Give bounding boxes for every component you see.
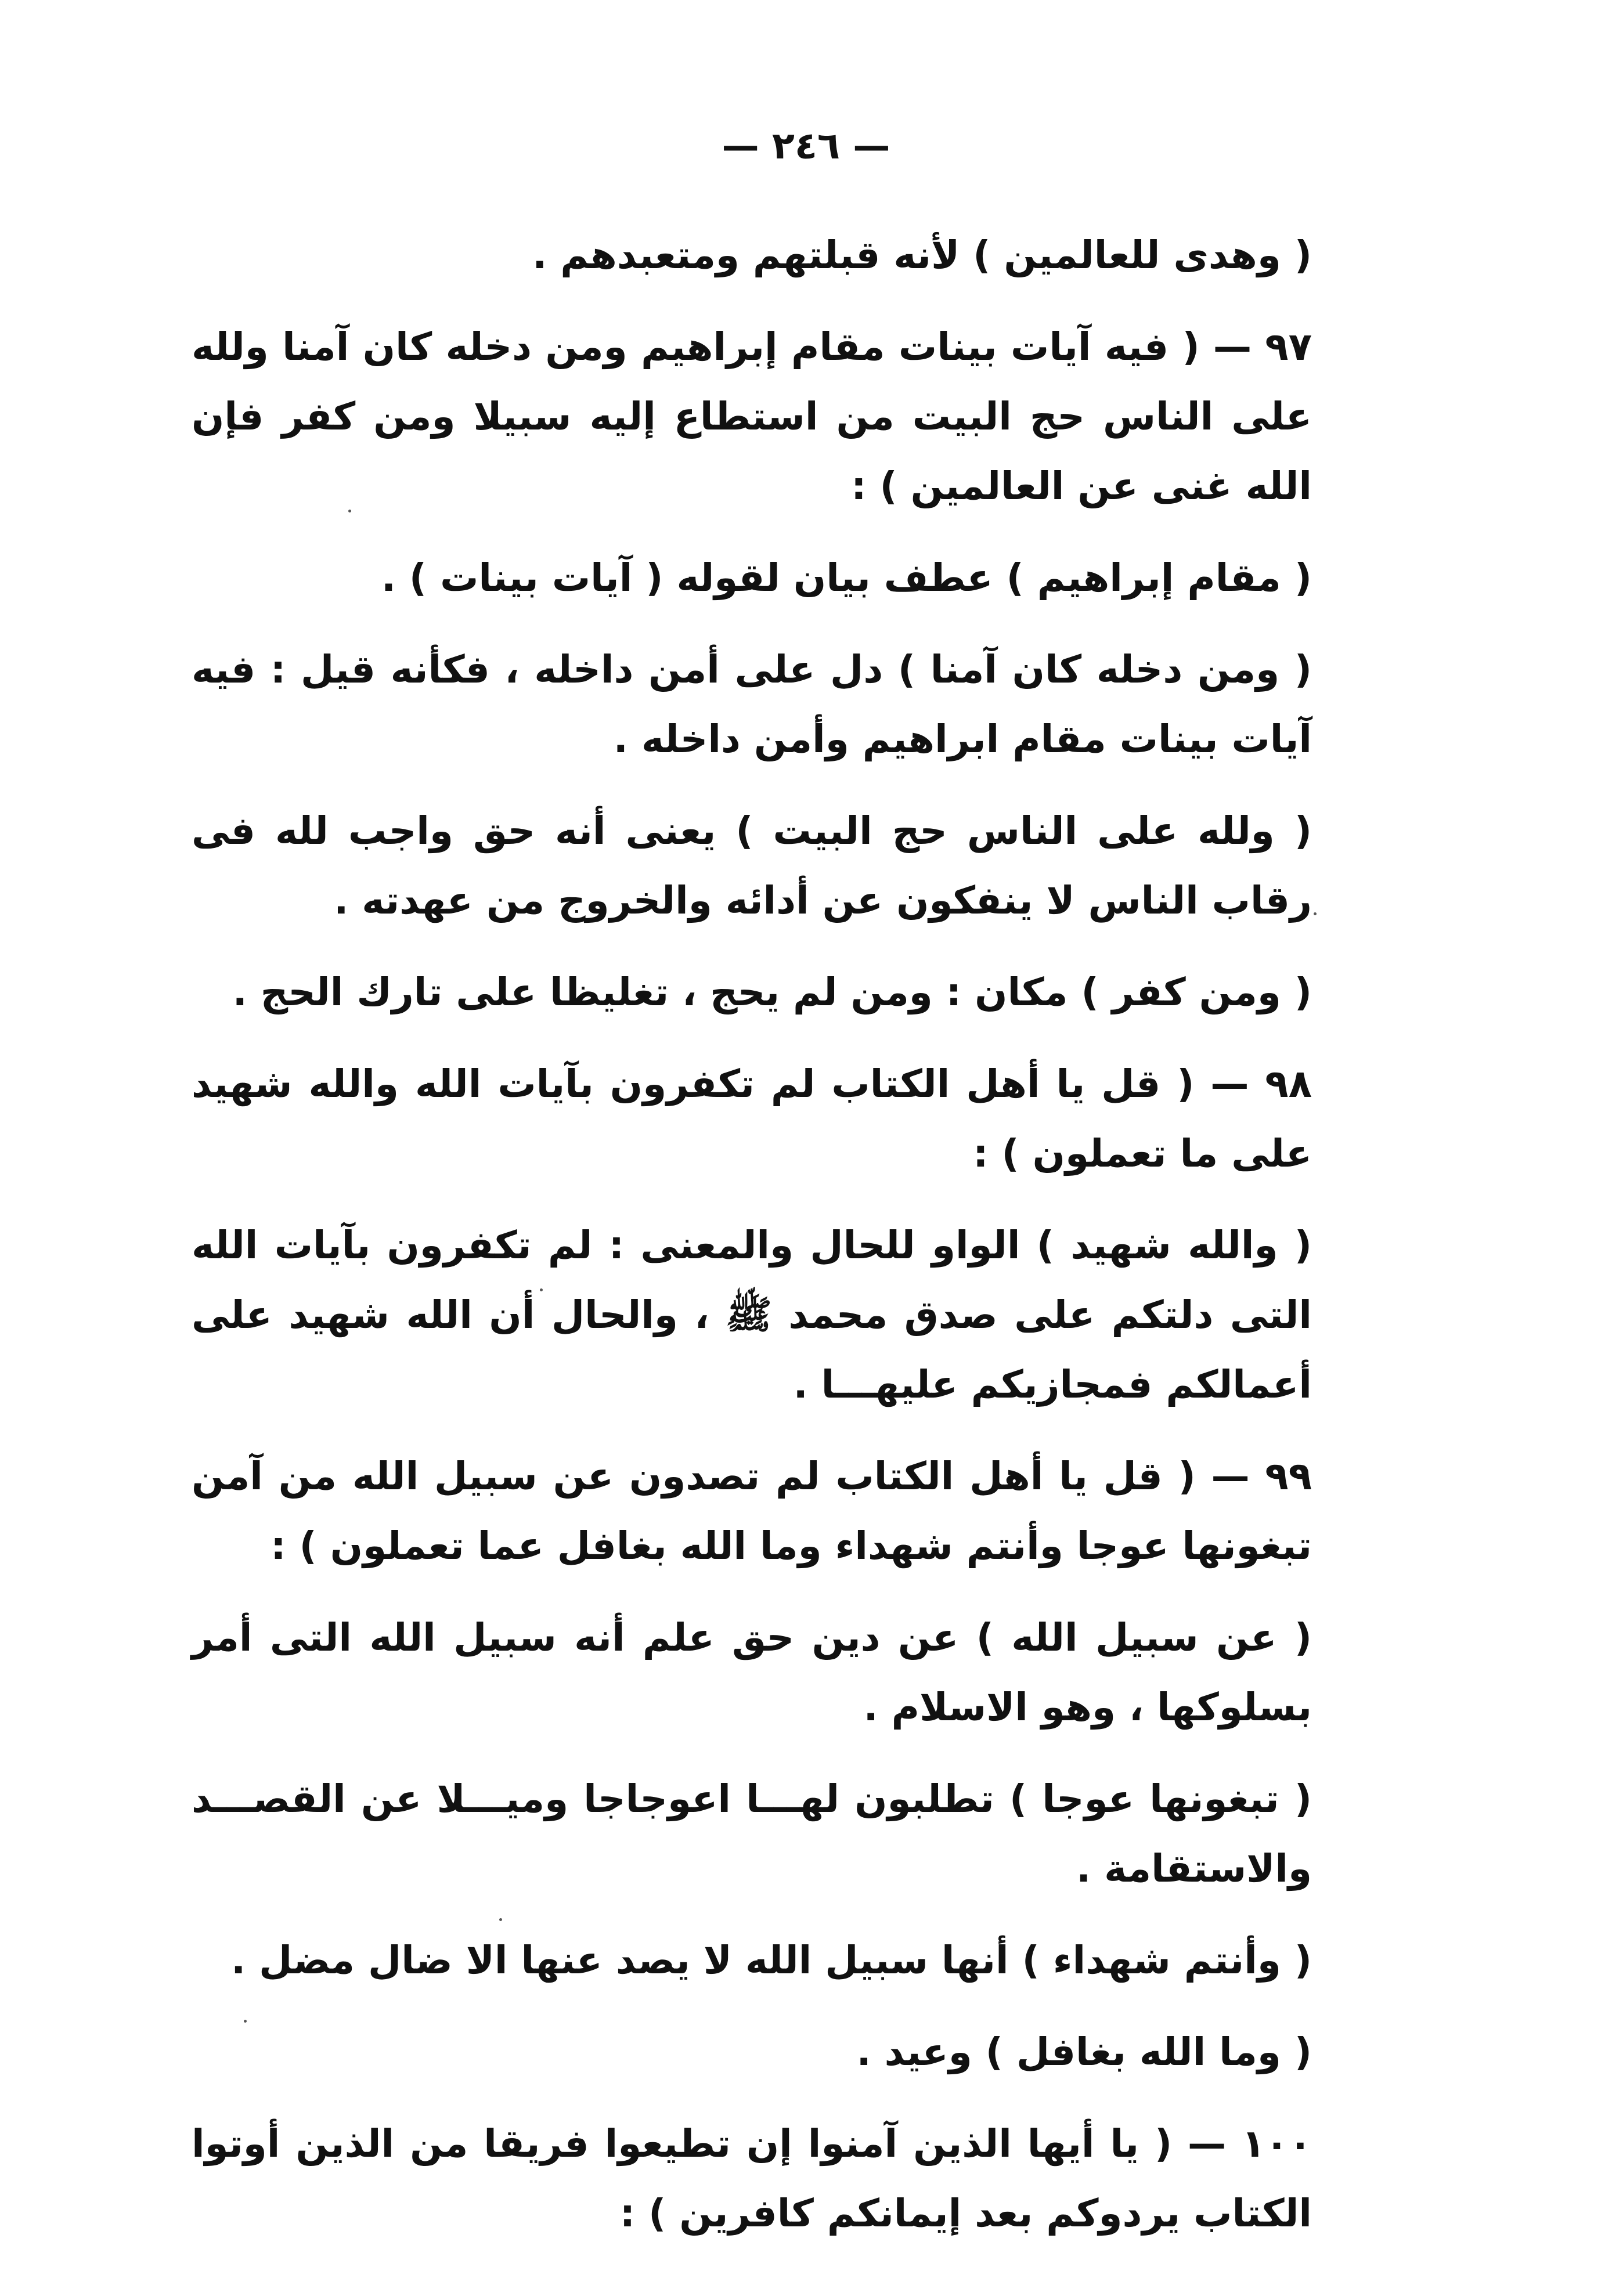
body-text: [192, 221, 1312, 2270]
paragraph: ( وأنتم شهداء ) أنها سبيل الله لا يصد عنها الا ضال مضل .: [231, 1938, 1312, 1983]
paragraph: ( ومن دخله كان آمنا ) دل على أمن داخله ، فكأنه قيل : فيه آيات بينات مقام ابراهيم وأمن داخله .: [192, 647, 1312, 761]
verse-paragraph-99: ٩٩ — ( قل يا أهل الكتاب لم تصدون عن سبيل الله من آمن تبغونها عوجا وأنتم شهداء وما الله بغافل عما تعملون ) :: [192, 1454, 1312, 1568]
paragraph: ( ولله على الناس حج البيت ) يعنى أنه حق واجب لله فى رقاب الناس لا ينفكون عن أدائه والخروج من عهدته .: [192, 808, 1312, 923]
verse-paragraph-97: ٩٧ — ( فيه آيات بينات مقام إبراهيم ومن دخله كان آمنا ولله على الناس حج البيت من استطاع إليه سبيلا ومن كفر فإن الله غنى عن العالمين ) :: [192, 324, 1312, 508]
paragraph: ( وهدى للعالمين ) لأنه قبلتهم ومتعبدهم .: [532, 233, 1312, 277]
paragraph: ( وما الله بغافل ) وعيد .: [856, 2030, 1312, 2074]
paragraph: ( ومن كفر ) مكان : ومن لم يحج ، تغليظا على تارك الحج .: [232, 970, 1312, 1015]
verse-paragraph-98: ٩٨ — ( قل يا أهل الكتاب لم تكفرون بآيات الله والله شهيد على ما تعملون ) :: [192, 1062, 1312, 1176]
scan-speck: [244, 2020, 247, 2023]
scan-speck: [1314, 912, 1317, 915]
scan-speck: [499, 1918, 502, 1921]
scan-speck: [348, 510, 351, 512]
paragraph: ( مقام إبراهيم ) عطف بيان لقوله ( آيات بينات ) .: [381, 555, 1312, 600]
paragraph: ( تبغونها عوجا ) تطلبون لهـــا اعوجاجا وميـــلا عن القصـــد والاستقامة .: [192, 1777, 1312, 1891]
page-number: — ٢٤٦ —: [722, 125, 890, 168]
paragraph: ( عن سبيل الله ) عن دين حق علم أنه سبيل الله التى أمر بسلوكها ، وهو الاسلام .: [192, 1615, 1312, 1730]
verse-paragraph-100: ١٠٠ — ( يا أيها الذين آمنوا إن تطيعوا فريقا من الذين أوتوا الكتاب يردوكم بعد إيمانكم كافرين ) :: [192, 2121, 1312, 2236]
paragraph: ( والله شهيد ) الواو للحال والمعنى : لم تكفرون بآيات الله التى دلتكم على صدق محمد ﷺ ، والحال أن الله شهيد على أعمالكم فمجازيكم عليهـــا .: [192, 1223, 1312, 1407]
scan-speck: [540, 1288, 543, 1291]
